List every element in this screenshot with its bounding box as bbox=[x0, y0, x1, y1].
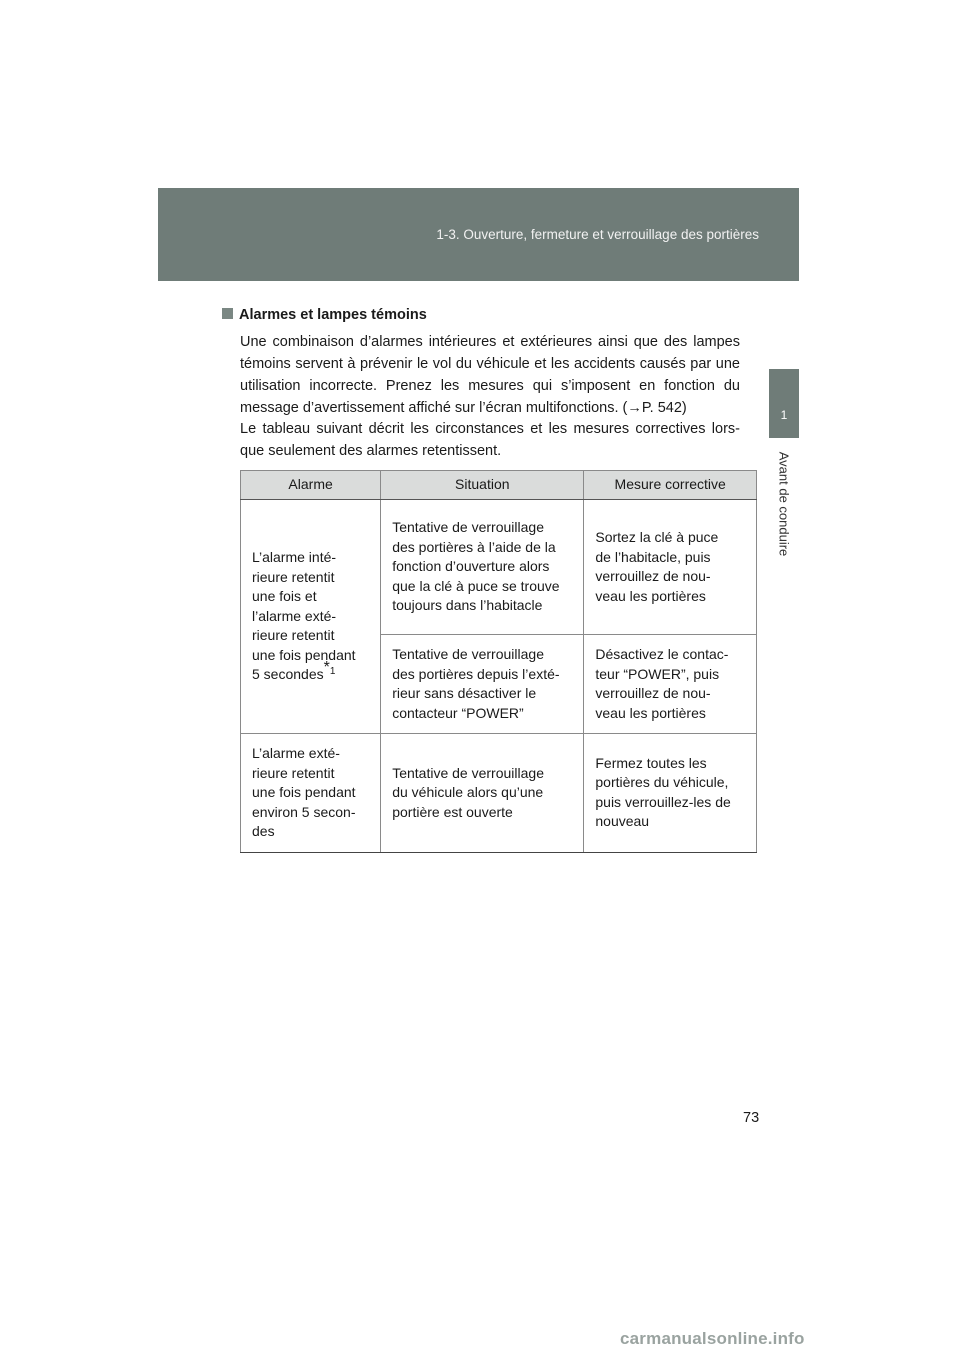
watermark: carmanualsonline.info bbox=[620, 1329, 805, 1348]
table-row bbox=[241, 734, 757, 853]
table-row bbox=[241, 500, 757, 635]
footnote-marker: *1 bbox=[323, 658, 336, 677]
measure-cell: Sortez la clé à puce de l’habitacle, puis verrouillez de nou- veau les portières bbox=[584, 500, 757, 635]
alarm-cell bbox=[241, 500, 381, 734]
alarm-cell: L’alarme exté- rieure retentit une fois pendant environ 5 secon- des bbox=[241, 734, 381, 853]
measure-cell: Désactivez le contac- teur “POWER”, puis verrouillez de nou- veau les portières bbox=[584, 635, 757, 734]
section-heading-text: Alarmes et lampes témoins bbox=[239, 307, 427, 323]
column-header-measure: Mesure corrective bbox=[584, 471, 757, 500]
table-header-row bbox=[241, 471, 757, 500]
chapter-side-label bbox=[769, 446, 799, 566]
square-bullet-icon bbox=[222, 308, 233, 319]
situation-cell: Tentative de verrouillage des portières à l’aide de la fonction d’ouverture alors que la clé à puce se trouve toujours dans l’habitacle bbox=[381, 500, 584, 635]
situation-cell: Tentative de verrouillage des portières depuis l’exté- rieur sans désactiver le contacteur “POWER” bbox=[381, 635, 584, 734]
section-heading bbox=[222, 307, 427, 323]
chapter-tab bbox=[769, 369, 799, 438]
column-header-situation: Situation bbox=[381, 471, 584, 500]
intro-paragraph: Une combinaison d’alarmes intérieures et extérieures ainsi que des lampes témoins servent à prévenir le vol du véhicule et les accidents causés par une utilisation incorrecte. Prenez les mesures qui s’imposent en fonction du message d’avertissement affiché sur l’écran multifonctions. (→P. 542) bbox=[240, 334, 740, 416]
measure-cell: Fermez toutes les portières du véhicule, puis verrouillez-les de nouveau bbox=[584, 734, 757, 853]
chapter-title: 1-3. Ouverture, fermeture et verrouillage des portières bbox=[436, 227, 759, 242]
page-number: 73 bbox=[743, 1110, 760, 1126]
alarm-table bbox=[240, 470, 757, 853]
alarm-text: L’alarme inté- rieure retentit une fois et l’alarme exté- rieure retentit une fois pendant 5 secondes$^{*1}$ bbox=[252, 549, 356, 683]
chapter-tab-number: 1 bbox=[780, 408, 788, 422]
situation-cell: Tentative de verrouillage du véhicule alors qu’une portière est ouverte bbox=[381, 734, 584, 853]
chapter-header-bar bbox=[158, 188, 799, 281]
chapter-side-label-text: Avant de conduire bbox=[776, 451, 792, 557]
table-intro-paragraph: Le tableau suivant décrit les circonstances et les mesures correctives lors-que seulement des alarmes retentissent. bbox=[240, 421, 740, 459]
column-header-alarm: Alarme bbox=[241, 471, 381, 500]
